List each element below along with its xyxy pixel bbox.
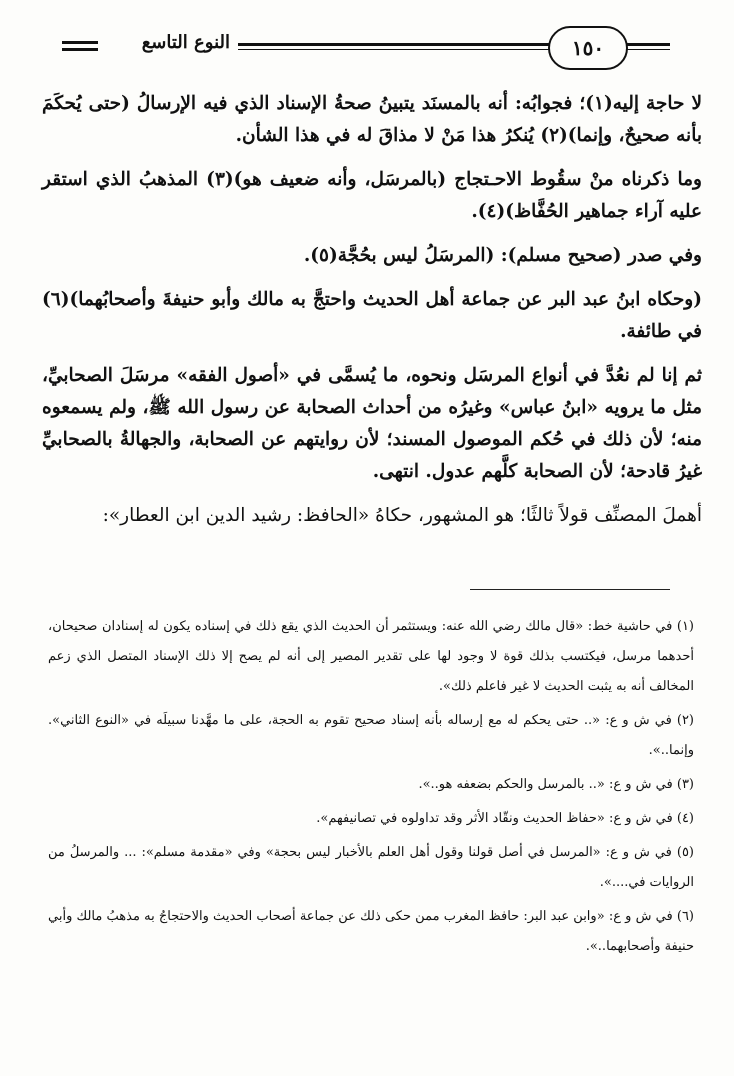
header-rule-middle-thin [238,49,550,50]
paragraph: ثم إنا لم نعُدَّ في أنواع المرسَل ونحوه، ما يُسمَّى في «أصول الفقه» مرسَلَ الصحابيِّ، مثل ما يرويه «ابنُ عباس» وغيرُه من أحداث الصحابة عن رسول الله ﷺ، ولم يسمعوه منه؛ لأن ذلك في حُكم الموصول المسند؛ لأن روايتهم عن الصحابة، والجهالةُ بالصحابيِّ غيرُ قادحة؛ لأن الصحابة كلَّهم عدول. انتهى. [42,365,702,482]
chapter-title: النوع التاسع [141,32,230,53]
footnote: (١) في حاشية خط: «قال مالك رضي الله عنه: ويستثمر أن الحديث الذي يقع ذلك في إسناده يكون له إسنادان صحيحان، أحدهما مرسل، فيكتسب بذلك قوة لا وجود لها على تقدير المصير إلى أنه لم يصح إلا ذلك الإسناد المتصل الذي زعم المخالف أنه به يثبت الحديث لا غير فاعلم ذلك». [48,619,694,694]
header-rule-left-bottom [62,48,98,51]
paragraph: وفي صدر (صحيح مسلم): (المرسَلُ ليس بحُجَّة(٥). [303,245,702,266]
paragraph: لا حاجة إليه(١)؛ فجوابُه: أنه بالمسنَد يتبينُ صحةُ الإسناد الذي فيه الإرسالُ (حتى يُحكَمَ بأنه صحيحٌ، وإنما)(٢) يُنكرُ هذا مَنْ لا مذاقَ له في هذا الشأن. [42,93,703,146]
footnote-separator [470,589,670,590]
paragraph: (وحكاه ابنُ عبد البر عن جماعة أهل الحديث واحتجَّ به مالك وأبو حنيفةَ وأصحابُهما)(٦) في طائفة. [42,289,702,342]
header-rule-middle-thick [238,43,550,46]
page-header [0,0,734,70]
footnote: (٤) في ش و ع: «حفاظ الحديث ونقّاد الأثر وقد تداولوه في تصانيفهم». [316,811,694,826]
header-rule-left-top [62,41,98,44]
page-number: ١٥٠ [548,26,628,70]
header-rule-right-thin [622,49,670,50]
header-rule-right-thick [622,43,670,46]
paragraph: وما ذكرناه منْ سقُوط الاحـتجاج (بالمرسَل، وأنه ضعيف هو)(٣) المذهبُ الذي استقر عليه آراء جماهير الحُفَّاظ)(٤). [42,169,702,222]
footnotes [48,612,694,966]
footnote: (٢) في ش و ع: «.. حتى يحكم له مع إرساله بأنه إسناد صحيح تقوم به الحجة، على ما مهَّدنا سبيلَه في «النوع الثاني». وإنما..». [48,713,694,758]
footnote: (٦) في ش و ع: «وابن عبد البر: حافظ المغرب ممن حكى ذلك عن جماعة أصحاب الحديث والاحتجاجُ به مذهبُ مالك وأبي حنيفة وأصحابهما..». [48,909,694,954]
paragraph: أهملَ المصنِّف قولاً ثالثًا؛ هو المشهور، حكاهُ «الحافظ: رشيد الدين ابن العطار»: [102,505,702,526]
footnote: (٥) في ش و ع: «المرسل في أصل قولنا وقول أهل العلم بالأخبار ليس بحجة» وفي «مقدمة مسلم»: ... والمرسلُ من الروايات في....». [48,845,694,890]
footnote: (٣) في ش و ع: «.. بالمرسل والحكم بضعفه هو..». [418,777,694,792]
main-text [42,88,702,544]
